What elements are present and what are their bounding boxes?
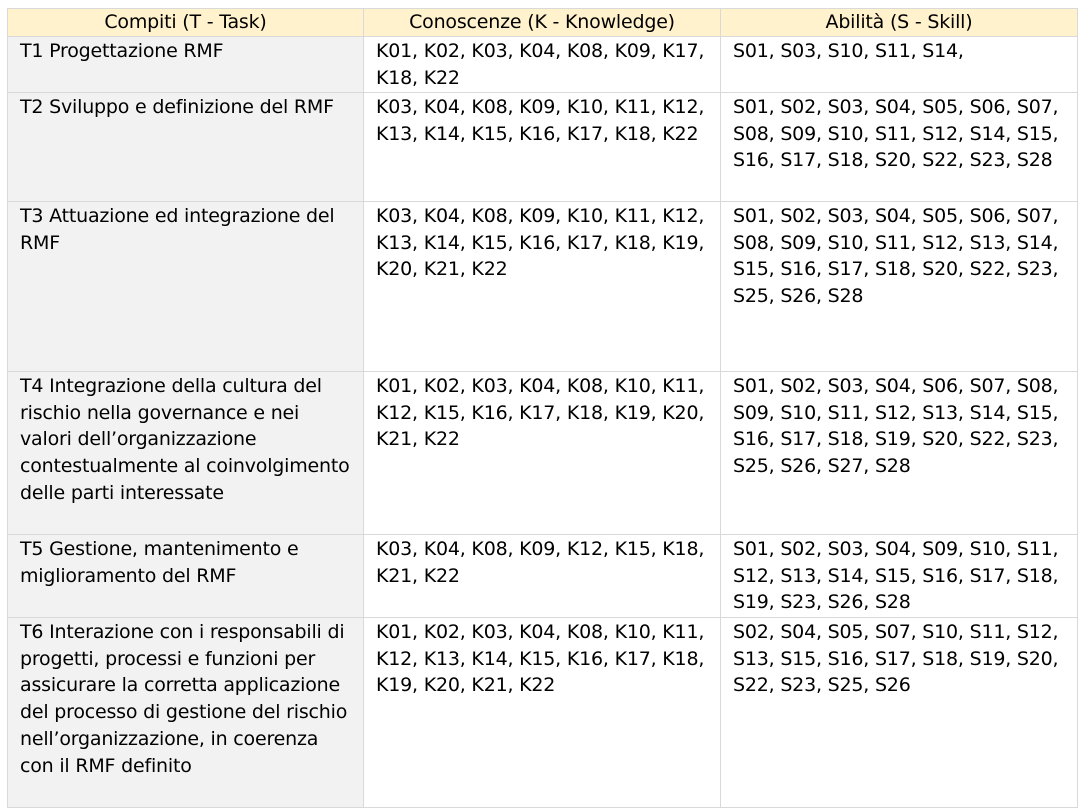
- task-cell: T2 Sviluppo e definizione del RMF: [8, 93, 364, 202]
- skills-cell: S01, S02, S03, S04, S05, S06, S07, S08, S09, S10, S11, S12, S13, S14, S15, S16, S17, S18, S20, S22, S23, S25, S26, S28: [721, 202, 1078, 372]
- header-skills: Abilità (S - Skill): [721, 9, 1078, 37]
- table-row: [8, 202, 1078, 372]
- skills-cell: S01, S02, S03, S04, S09, S10, S11, S12, S13, S14, S15, S16, S17, S18, S19, S23, S26, S28: [721, 535, 1078, 618]
- knowledge-cell: K03, K04, K08, K09, K10, K11, K12, K13, K14, K15, K16, K17, K18, K19, K20, K21, K22: [364, 202, 721, 372]
- header-tasks: Compiti (T - Task): [8, 9, 364, 37]
- skills-cell: S01, S02, S03, S04, S05, S06, S07, S08, S09, S10, S11, S12, S14, S15, S16, S17, S18, S20, S22, S23, S28: [721, 93, 1078, 202]
- table-row: [8, 618, 1078, 808]
- skills-cell: S01, S03, S10, S11, S14,: [721, 37, 1078, 93]
- skills-cell: S01, S02, S03, S04, S06, S07, S08, S09, S10, S11, S12, S13, S14, S15, S16, S17, S18, S19, S20, S22, S23, S25, S26, S27, S28: [721, 372, 1078, 535]
- task-cell: T1 Progettazione RMF: [8, 37, 364, 93]
- task-cell: T4 Integrazione della cultura del rischio nella governance e nei valori dell’organizzazione contestualmente al coinvolgimento delle parti interessate: [8, 372, 364, 535]
- table-row: [8, 37, 1078, 93]
- table-row: [8, 372, 1078, 535]
- skills-cell: S02, S04, S05, S07, S10, S11, S12, S13, S15, S16, S17, S18, S19, S20, S22, S23, S25, S26: [721, 618, 1078, 808]
- knowledge-cell: K03, K04, K08, K09, K10, K11, K12, K13, K14, K15, K16, K17, K18, K22: [364, 93, 721, 202]
- task-cell: T6 Interazione con i responsabili di progetti, processi e funzioni per assicurare la corretta applicazione del processo di gestione del rischio nell’organizzazione, in coerenza con il RMF definito: [8, 618, 364, 808]
- header-knowledge: Conoscenze (K - Knowledge): [364, 9, 721, 37]
- table-row: [8, 93, 1078, 202]
- knowledge-cell: K01, K02, K03, K04, K08, K10, K11, K12, K15, K16, K17, K18, K19, K20, K21, K22: [364, 372, 721, 535]
- knowledge-cell: K01, K02, K03, K04, K08, K10, K11, K12, K13, K14, K15, K16, K17, K18, K19, K20, K21, K22: [364, 618, 721, 808]
- competency-matrix-table: [7, 8, 1078, 808]
- task-cell: T3 Attuazione ed integrazione del RMF: [8, 202, 364, 372]
- table-row: [8, 535, 1078, 618]
- header-row: [8, 9, 1078, 37]
- knowledge-cell: K03, K04, K08, K09, K12, K15, K18, K21, K22: [364, 535, 721, 618]
- task-cell: T5 Gestione, mantenimento e miglioramento del RMF: [8, 535, 364, 618]
- knowledge-cell: K01, K02, K03, K04, K08, K09, K17, K18, K22: [364, 37, 721, 93]
